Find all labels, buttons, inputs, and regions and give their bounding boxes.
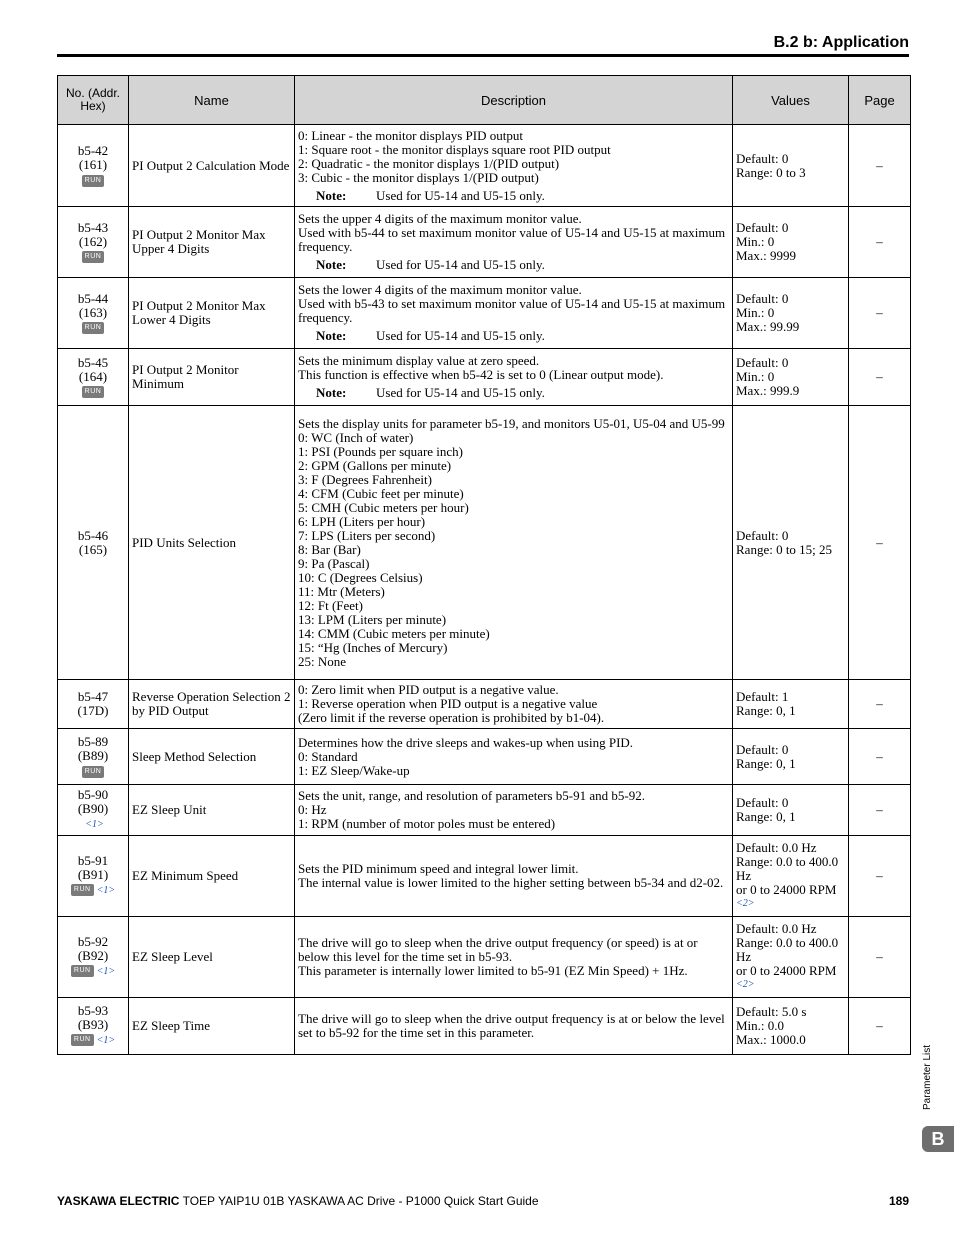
value-line: Max.: 9999 [736,248,796,263]
note-text: Used for U5-14 and U5-15 only. [376,187,545,203]
parameter-number: b5-43 [77,219,109,235]
page-number: 189 [888,1194,909,1208]
description-line: 2: Quadratic - the monitor displays 1/(PID output) [298,155,560,171]
description-line: 0: WC (Inch of water) [298,429,414,445]
parameter-address: (B90) [77,801,109,816]
description-line: 15: “Hg (Inches of Mercury) [298,639,448,655]
note-label: Note: [316,257,347,272]
description-line: Sets the upper 4 digits of the maximum monitor value. [298,211,582,226]
parameter-name: PI Output 2 Monitor Max Lower 4 Digits [129,278,295,349]
parameter-markers [61,172,125,186]
parameter-markers [61,963,125,979]
parameter-number: b5-89 [77,734,109,750]
note-label: Note: [316,187,347,203]
parameter-number-cell [58,406,129,680]
parameter-values [733,207,849,278]
note-label: Note: [316,385,347,400]
column-header-name: Name [129,76,295,125]
table-row [58,207,911,278]
parameter-page: – [849,278,911,349]
footer-document-info [57,1194,539,1208]
value-line: Default: 0 [736,291,789,306]
parameter-number-cell [58,785,129,836]
value-line: Default: 0.0 Hz [736,921,817,936]
parameter-page: – [849,207,911,278]
header-rule [57,54,909,57]
run-icon: RUN [71,884,94,896]
description-line: 1: PSI (Pounds per square inch) [298,443,464,459]
value-line: Range: 0, 1 [736,703,796,718]
parameter-page: – [849,680,911,729]
parameter-description [295,998,733,1055]
parameter-page: – [849,349,911,406]
description-line: 0: Linear - the monitor displays PID output [298,127,523,143]
parameter-number-cell [58,729,129,785]
description-line: 3: F (Degrees Fahrenheit) [298,471,432,487]
side-section-tab: B [922,1126,954,1152]
parameter-page: – [849,729,911,785]
footnote-link[interactable]: <2> [736,979,755,990]
value-line: Max.: 999.9 [736,383,800,398]
description-line: 6: LPH (Liters per hour) [298,513,426,529]
description-line: 0: Standard [298,748,358,764]
parameter-address: (B91) [77,867,109,882]
value-line: Default: 5.0 s [736,1004,807,1019]
value-line: Default: 0.0 Hz [736,840,817,855]
value-line: Range: 0.0 to 400.0 Hz [736,935,839,964]
parameter-values [733,278,849,349]
description-line: 2: GPM (Gallons per minute) [298,457,452,473]
description-line: 13: LPM (Liters per minute) [298,611,447,627]
parameter-name: Sleep Method Selection [129,729,295,785]
note-label: Note: [316,328,347,343]
column-header-values: Values [733,76,849,125]
note-text: Used for U5-14 and U5-15 only. [376,385,545,400]
table-row [58,125,911,207]
parameter-page: – [849,125,911,207]
parameter-description [295,207,733,278]
table-row [58,998,911,1055]
value-line: Default: 0 [736,795,789,810]
parameter-table [57,75,911,1055]
description-line: 14: CMM (Cubic meters per minute) [298,625,490,641]
parameter-number-cell [58,998,129,1055]
description-line: (Zero limit if the reverse operation is prohibited by b1-04). [298,710,605,725]
parameter-address: (B92) [77,948,109,963]
description-line: Sets the unit, range, and resolution of parameters b5-91 and b5-92. [298,788,645,803]
footnote-link[interactable]: <1> [96,885,116,896]
value-line: Max.: 1000.0 [736,1032,806,1047]
value-line: or 0 to 24000 RPM [736,963,837,978]
parameter-markers [61,249,125,263]
table-header-row [58,76,911,125]
description-line: This function is effective when b5-42 is set to 0 (Linear output mode). [298,367,664,382]
description-line: Determines how the drive sleeps and wakes-up when using PID. [298,734,634,750]
run-icon: RUN [71,965,94,977]
parameter-number: b5-90 [77,787,109,802]
parameter-description [295,785,733,836]
description-line: 10: C (Degrees Celsius) [298,569,423,585]
parameter-values [733,729,849,785]
table-row [58,680,911,729]
footnote-link[interactable]: <1> [85,819,104,830]
parameter-address: (164) [78,368,108,384]
description-line: This parameter is internally lower limited to b5-91 (EZ Min Speed) + 1Hz. [298,963,688,978]
description-line: The drive will go to sleep when the drive output frequency is at or below the level set to b5-92 for the time set in this parameter. [298,1011,725,1040]
column-header-description: Description [295,76,733,125]
run-icon: RUN [82,251,105,263]
description-line: Used with b5-43 to set maximum monitor value of U5-14 and U5-15 at maximum frequency. [298,296,726,325]
parameter-values [733,917,849,998]
run-icon: RUN [82,766,105,778]
description-line: 5: CMH (Cubic meters per hour) [298,499,469,515]
value-line: Default: 0 [736,355,789,370]
value-line: Max.: 99.99 [736,319,800,334]
parameter-number-cell [58,349,129,406]
note-text: Used for U5-14 and U5-15 only. [376,328,545,343]
description-line: 1: RPM (number of motor poles must be entered) [298,816,556,831]
parameter-number-cell [58,125,129,207]
parameter-description [295,406,733,680]
parameter-number: b5-93 [77,1003,109,1018]
parameter-number: b5-91 [77,853,109,868]
parameter-page: – [849,998,911,1055]
section-title: B.2 b: Application [773,34,909,51]
parameter-number-cell [58,836,129,917]
parameter-values [733,785,849,836]
parameter-name: EZ Sleep Level [129,917,295,998]
parameter-number-cell [58,207,129,278]
table-row [58,785,911,836]
footer-brand: YASKAWA ELECTRIC [57,1194,180,1208]
column-header-no: No. (Addr. Hex) [58,76,129,125]
value-line: or 0 to 24000 RPM [736,882,837,897]
parameter-values [733,406,849,680]
description-line: 3: Cubic - the monitor displays 1/(PID output) [298,169,539,185]
value-line: Min.: 0 [736,369,775,384]
description-note [298,329,729,343]
table-row [58,729,911,785]
run-icon: RUN [82,322,105,334]
parameter-values [733,125,849,207]
value-line: Range: 0, 1 [736,755,796,771]
note-text: Used for U5-14 and U5-15 only. [376,257,545,272]
parameter-values [733,836,849,917]
parameter-page: – [849,785,911,836]
parameter-description [295,680,733,729]
value-line: Default: 1 [736,689,789,704]
description-line: 4: CFM (Cubic feet per minute) [298,485,464,501]
parameter-name: PI Output 2 Monitor Max Upper 4 Digits [129,207,295,278]
description-line: The drive will go to sleep when the drive output frequency (or speed) is at or below this level for the time set in b5-93. [298,935,698,964]
parameter-number: b5-47 [77,689,109,704]
description-line: 11: Mtr (Meters) [298,583,385,599]
parameter-address: (163) [78,304,108,320]
parameter-name: PI Output 2 Calculation Mode [129,125,295,207]
value-line: Min.: 0.0 [736,1018,785,1033]
description-line: Sets the lower 4 digits of the maximum monitor value. [298,282,582,297]
description-line: 7: LPS (Liters per second) [298,527,436,543]
value-line: Default: 0 [736,220,789,235]
side-section-label: Parameter List [922,1044,933,1110]
footnote-link[interactable]: <2> [736,898,755,909]
parameter-markers [61,384,125,398]
parameter-number-cell [58,917,129,998]
description-line: Used with b5-44 to set maximum monitor value of U5-14 and U5-15 at maximum frequency. [298,225,726,254]
parameter-number: b5-44 [77,290,109,306]
column-header-page: Page [849,76,911,125]
parameter-name: EZ Sleep Time [129,998,295,1055]
value-line: Range: 0.0 to 400.0 Hz [736,854,839,883]
parameter-name: Reverse Operation Selection 2 by PID Output [129,680,295,729]
value-line: Default: 0 [736,741,789,757]
description-line: Sets the PID minimum speed and integral lower limit. [298,861,579,876]
value-line: Default: 0 [736,527,789,543]
parameter-description [295,836,733,917]
parameter-name: PI Output 2 Monitor Minimum [129,349,295,406]
value-line: Min.: 0 [736,305,775,320]
footer-doc-title: TOEP YAIP1U 01B YASKAWA AC Drive - P1000 Quick Start Guide [179,1194,539,1208]
parameter-number-cell [58,278,129,349]
parameter-markers [61,320,125,334]
parameter-markers [61,1032,125,1048]
parameter-number: b5-46 [77,527,109,543]
description-line: Sets the display units for parameter b5-19, and monitors U5-01, U5-04 and U5-99 [298,415,725,431]
description-note [298,258,729,272]
footnote-link[interactable]: <1> [96,1035,116,1046]
description-line: Sets the minimum display value at zero speed. [298,353,540,368]
parameter-name: PID Units Selection [129,406,295,680]
description-line: 0: Zero limit when PID output is a negative value. [298,682,559,697]
parameter-number-cell [58,680,129,729]
parameter-number: b5-45 [77,354,109,370]
parameter-description [295,278,733,349]
footnote-link[interactable]: <1> [96,966,116,977]
table-row [58,406,911,680]
description-line: 12: Ft (Feet) [298,597,363,613]
parameter-markers [61,816,125,832]
run-icon: RUN [71,1034,94,1046]
parameter-description [295,125,733,207]
parameter-markers [61,882,125,898]
parameter-page: – [849,836,911,917]
table-row [58,349,911,406]
parameter-address: (161) [78,157,108,173]
description-line: The internal value is lower limited to the higher setting between b5-34 and d2-02. [298,875,724,890]
parameter-description [295,729,733,785]
description-line: 1: Square root - the monitor displays square root PID output [298,141,611,157]
value-line: Range: 0, 1 [736,809,796,824]
parameter-description [295,349,733,406]
parameter-address: (165) [78,541,108,557]
description-line: 25: None [298,653,347,669]
parameter-address: (162) [78,233,108,249]
description-line: 8: Bar (Bar) [298,541,361,557]
value-line: Default: 0 [736,150,789,166]
description-line: 9: Pa (Pascal) [298,555,370,571]
value-line: Range: 0 to 3 [736,164,806,180]
table-row [58,278,911,349]
parameter-markers [61,763,125,777]
parameter-values [733,998,849,1055]
description-line: 0: Hz [298,802,327,817]
parameter-values [733,680,849,729]
value-line: Min.: 0 [736,234,775,249]
table-row [58,917,911,998]
run-icon: RUN [82,386,105,398]
run-icon: RUN [82,175,105,187]
parameter-values [733,349,849,406]
parameter-number: b5-42 [77,143,109,159]
table-row [58,836,911,917]
table-body [58,125,911,1055]
value-line: Range: 0 to 15; 25 [736,541,833,557]
parameter-number: b5-92 [77,934,109,949]
parameter-page: – [849,406,911,680]
parameter-address: (B89) [77,748,109,764]
description-line: 1: Reverse operation when PID output is a negative value [298,696,598,711]
parameter-name: EZ Sleep Unit [129,785,295,836]
parameter-description [295,917,733,998]
description-note [298,189,729,203]
parameter-page: – [849,917,911,998]
parameter-name: EZ Minimum Speed [129,836,295,917]
description-line: 1: EZ Sleep/Wake-up [298,762,410,778]
parameter-address: (B93) [77,1017,109,1032]
parameter-address: (17D) [77,703,109,718]
description-note [298,386,729,400]
